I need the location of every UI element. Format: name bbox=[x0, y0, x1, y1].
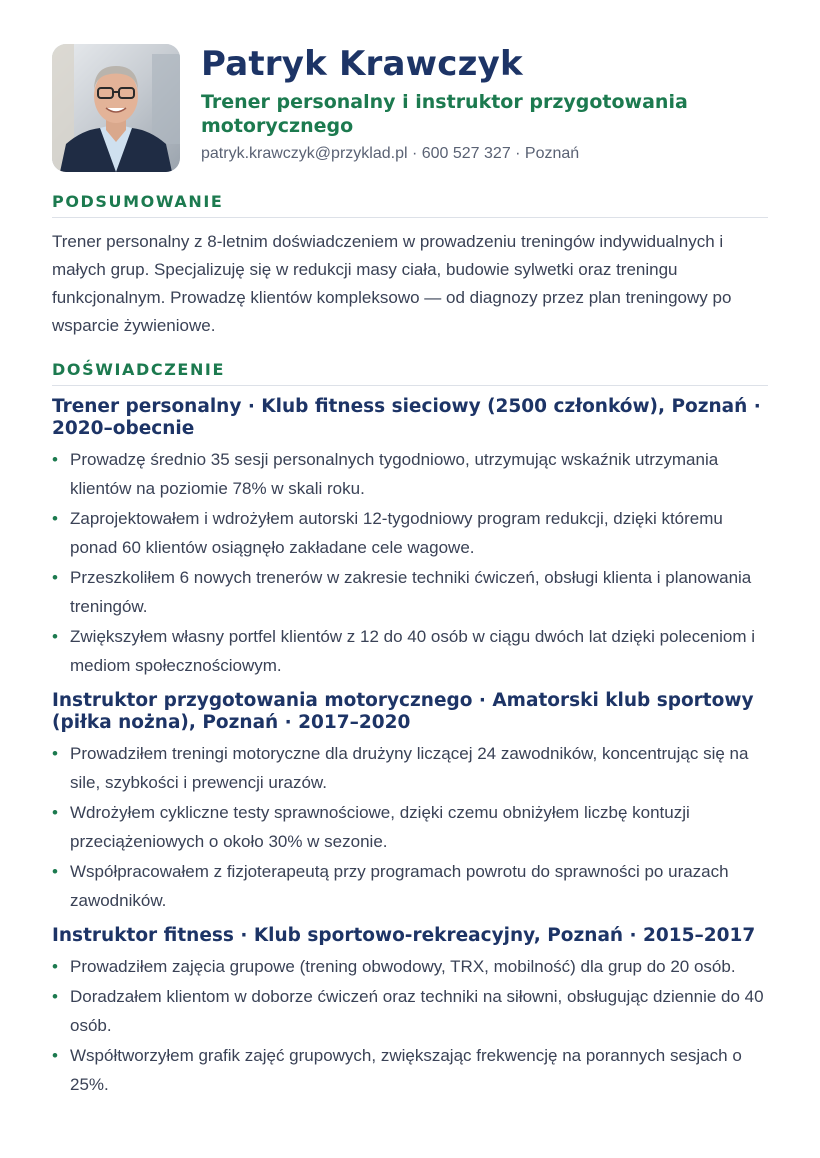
bullet-item bbox=[52, 563, 768, 621]
bullet-dot-icon: • bbox=[52, 987, 58, 1006]
bullet-text: Prowadzę średnio 35 sesji personalnych tygodniowo, utrzymując wskaźnik utrzymania klientów na poziomie 78% w skali roku. bbox=[70, 450, 719, 498]
bullet-text: Zwiększyłem własny portfel klientów z 12 do 40 osób w ciągu dwóch lat dzięki poleceniom i mediom społecznościowym. bbox=[70, 627, 756, 675]
summary-heading: PODSUMOWANIE bbox=[52, 192, 768, 218]
bullet-dot-icon: • bbox=[52, 450, 58, 469]
job-title: Trener personalny · Klub fitness sieciowy (2500 członków), Poznań · 2020–obecnie bbox=[52, 396, 761, 439]
bullet-item bbox=[52, 952, 768, 981]
bullet-text: Współtworzyłem grafik zajęć grupowych, zwiększając frekwencję na porannych sesjach o 25%. bbox=[70, 1046, 742, 1094]
bullet-item bbox=[52, 445, 768, 503]
bullet-dot-icon: • bbox=[52, 1046, 58, 1065]
contact-line: patryk.krawczyk@przyklad.pl · 600 527 327 · Poznań bbox=[201, 145, 580, 162]
profile-photo bbox=[52, 44, 180, 172]
bullet-text: Wdrożyłem cykliczne testy sprawnościowe, dzięki czemu obniżyłem liczbę kontuzji przeciążeniowych o około 30% w sezonie. bbox=[70, 803, 690, 851]
experience-heading: DOŚWIADCZENIE bbox=[52, 360, 768, 386]
bullet-dot-icon: • bbox=[52, 803, 58, 822]
summary-text: Trener personalny z 8-letnim doświadczeniem w prowadzeniu treningów indywidualnych i małych grup. Specjalizuję się w redukcji masy ciała, budowie sylwetki oraz treningu funkcjonalnym. Prowadzę klientów kompleksowo — od diagnozy przez plan treningowy po wsparcie żywieniowe. bbox=[52, 232, 732, 335]
job-entry bbox=[52, 690, 768, 915]
bullet-item bbox=[52, 1041, 768, 1099]
job-bullets bbox=[52, 739, 768, 915]
job-title: Instruktor przygotowania motorycznego · Amatorski klub sportowy (piłka nożna), Poznań · 2017–2020 bbox=[52, 690, 754, 733]
bullet-dot-icon: • bbox=[52, 627, 58, 646]
job-headline: Trener personalny i instruktor przygotowania motorycznego bbox=[201, 91, 688, 137]
bullet-text: Przeszkoliłem 6 nowych trenerów w zakresie techniki ćwiczeń, obsługi klienta i planowania treningów. bbox=[70, 568, 752, 616]
bullet-item bbox=[52, 982, 768, 1040]
bullet-text: Prowadziłem zajęcia grupowe (trening obwodowy, TRX, mobilność) dla grup do 20 osób. bbox=[70, 957, 736, 976]
portrait-image bbox=[52, 44, 180, 172]
jobs-list bbox=[52, 396, 768, 1099]
bullet-item bbox=[52, 504, 768, 562]
bullet-text: Doradzałem klientom w doborze ćwiczeń oraz techniki na siłowni, obsługując dziennie do 40 osób. bbox=[70, 987, 764, 1035]
person-name: Patryk Krawczyk bbox=[201, 44, 523, 84]
job-entry bbox=[52, 396, 768, 680]
bullet-dot-icon: • bbox=[52, 957, 58, 976]
summary-section bbox=[52, 192, 768, 340]
job-title: Instruktor fitness · Klub sportowo-rekreacyjny, Poznań · 2015–2017 bbox=[52, 925, 756, 946]
bullet-text: Współpracowałem z fizjoterapeutą przy programach powrotu do sprawności po urazach zawodników. bbox=[70, 862, 729, 910]
resume-header bbox=[52, 44, 768, 172]
job-bullets bbox=[52, 445, 768, 680]
bullet-item bbox=[52, 857, 768, 915]
bullet-dot-icon: • bbox=[52, 568, 58, 587]
bullet-text: Prowadziłem treningi motoryczne dla drużyny liczącej 24 zawodników, koncentrując się na sile, szybkości i prewencji urazów. bbox=[70, 744, 749, 792]
job-entry bbox=[52, 925, 768, 1099]
bullet-text: Zaprojektowałem i wdrożyłem autorski 12-tygodniowy program redukcji, dzięki któremu ponad 60 klientów osiągnęło zakładane cele wagowe. bbox=[70, 509, 723, 557]
bullet-dot-icon: • bbox=[52, 744, 58, 763]
bullet-dot-icon: • bbox=[52, 509, 58, 528]
header-text bbox=[201, 44, 721, 164]
job-bullets bbox=[52, 952, 768, 1099]
bullet-dot-icon: • bbox=[52, 862, 58, 881]
experience-section bbox=[52, 360, 768, 1099]
bullet-item bbox=[52, 622, 768, 680]
bullet-item bbox=[52, 798, 768, 856]
bullet-item bbox=[52, 739, 768, 797]
